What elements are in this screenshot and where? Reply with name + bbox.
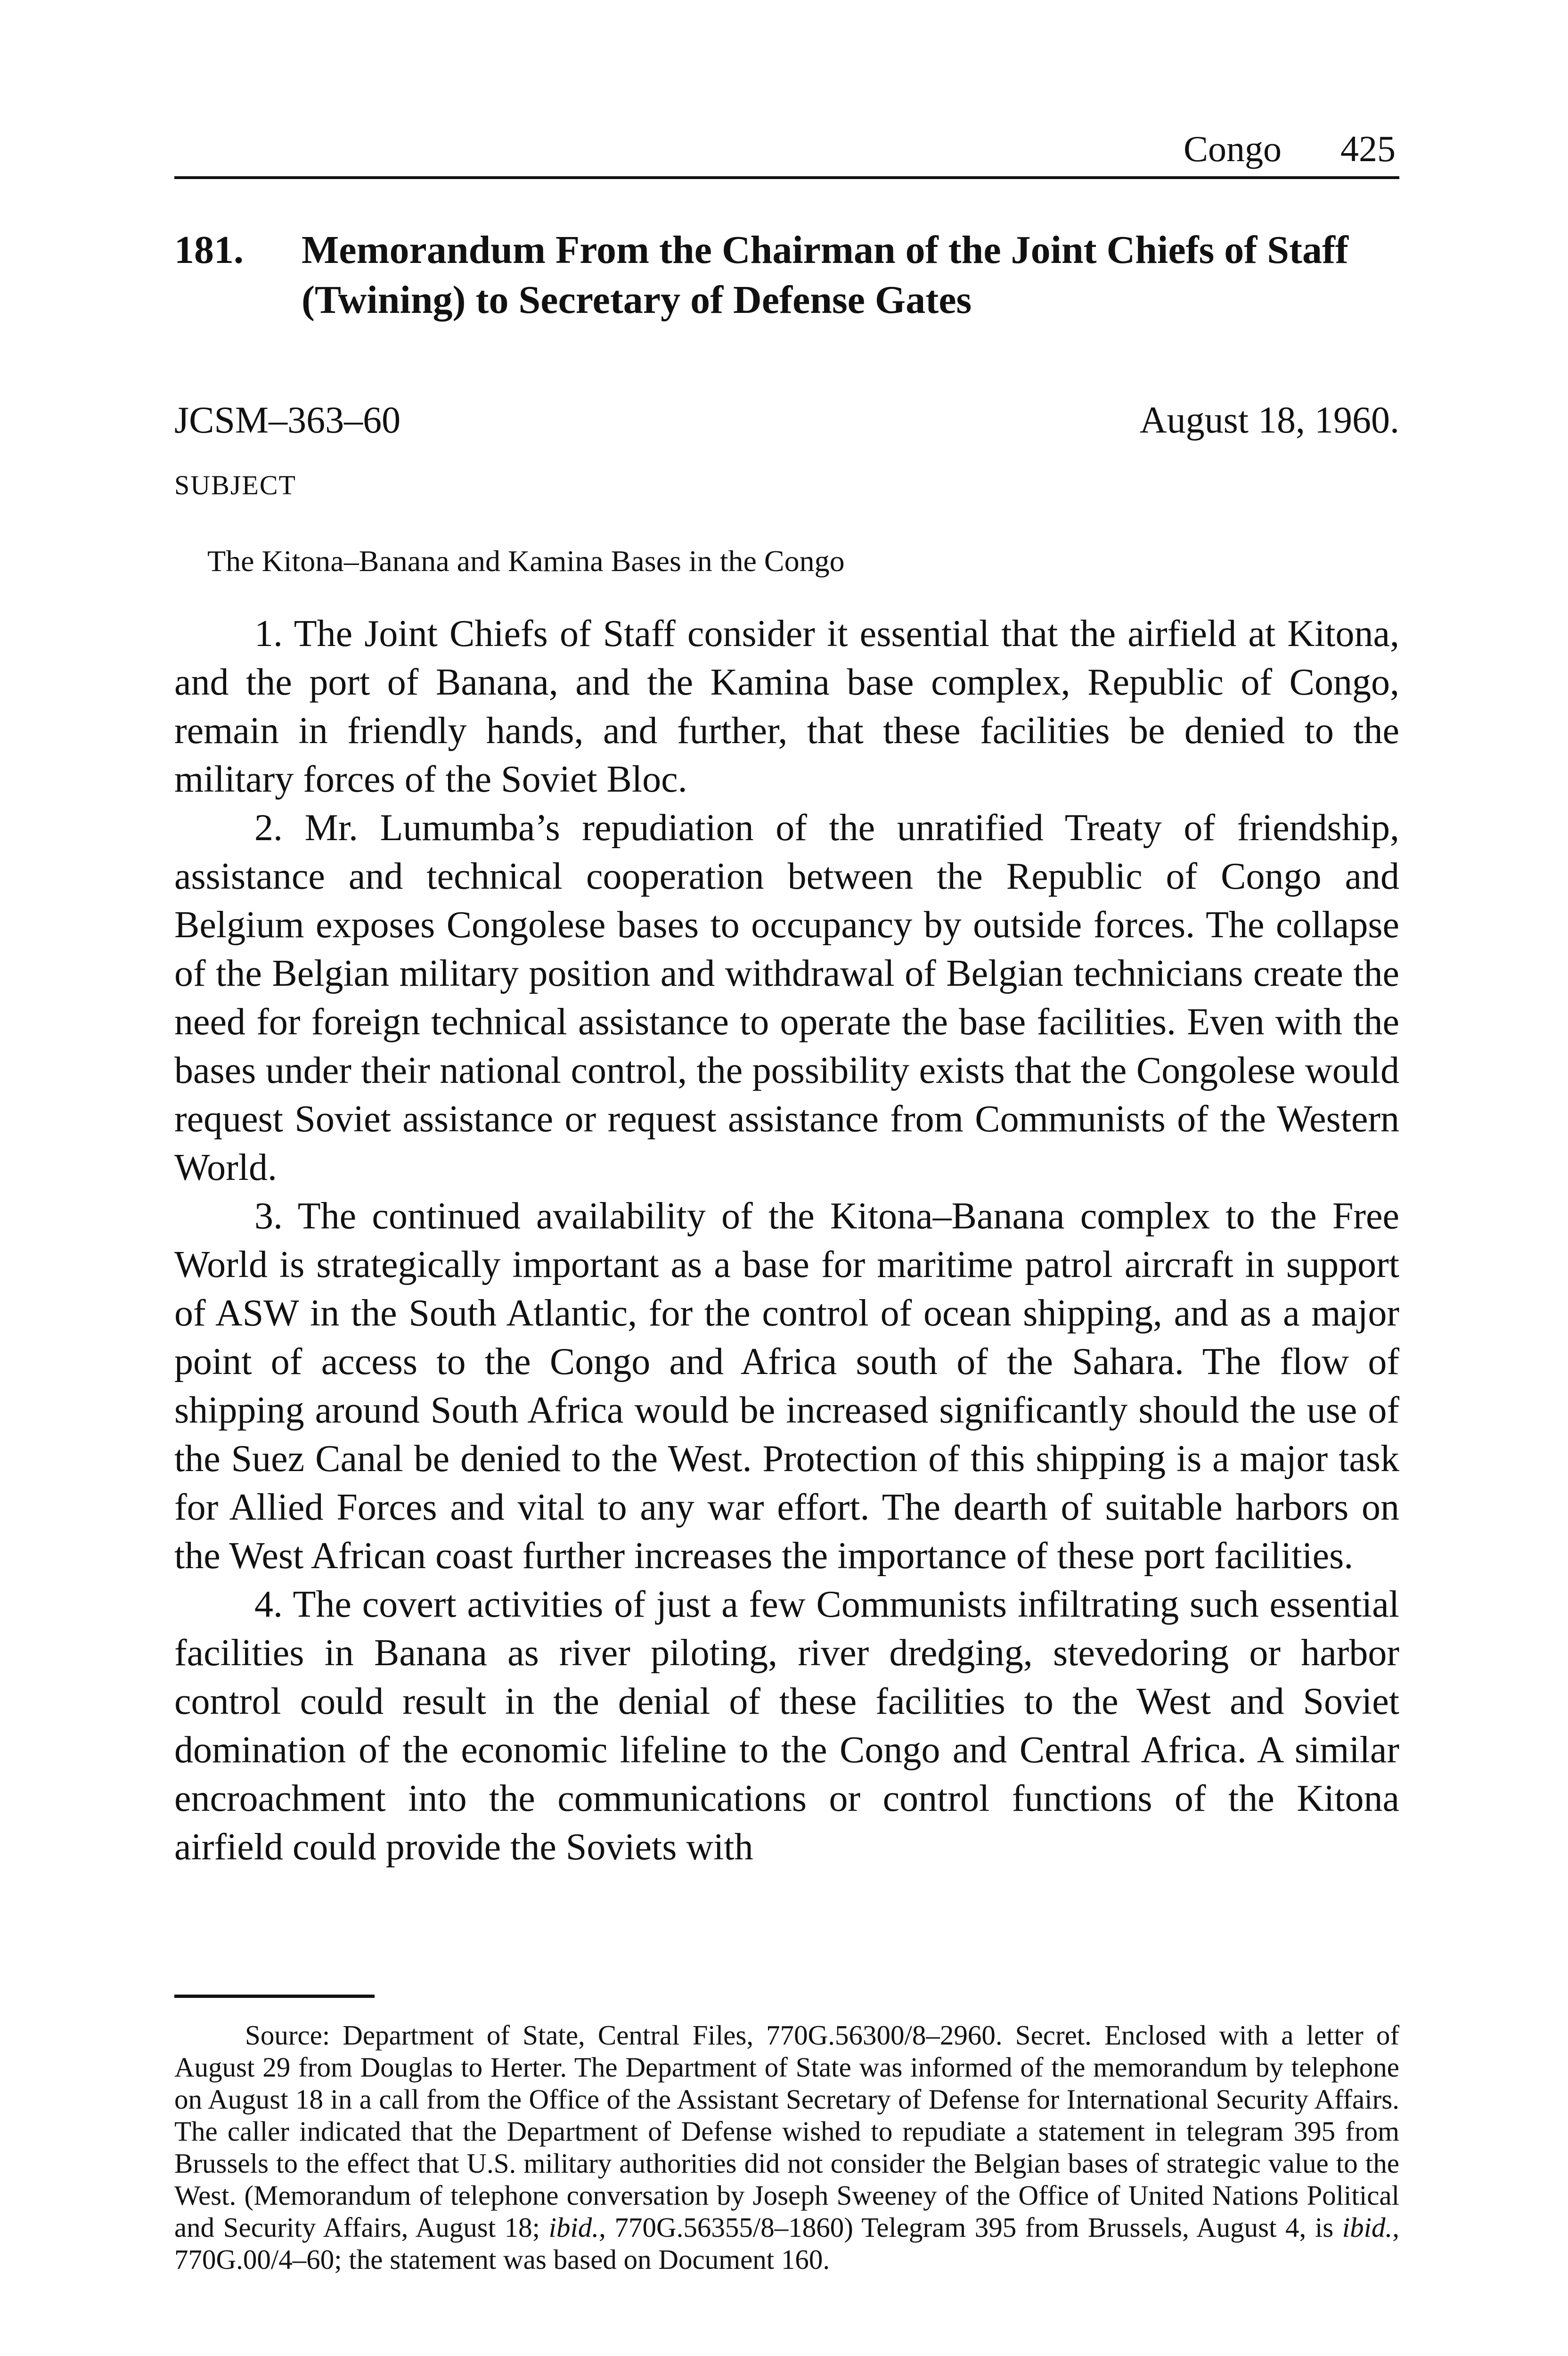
footnote-divider <box>174 1995 375 1998</box>
source-footnote <box>174 2019 1399 2275</box>
document-date: August 18, 1960. <box>1139 400 1399 441</box>
footnote-text-2: , 770G.56355/8–1860) Telegram 395 from Brussels, August 4, is <box>599 2212 1342 2243</box>
paragraph-3: 3. The continued availability of the Kitona–Banana complex to the Free World is strategically important as a base for maritime patrol aircraft in support of ASW in the South Atlantic, for the control of ocean shipping, and as a major point of access to the Congo and Africa south of the Sahara. The flow of shipping around South Africa would be increased significantly should the use of the Suez Canal be denied to the West. Protection of this shipping is a major task for Allied Forces and vital to any war effort. The dearth of suitable harbors on the West African coast further increases the importance of these port facilities. <box>174 1195 1399 1577</box>
document-number: 181. <box>174 228 244 272</box>
paragraph-2: 2. Mr. Lumumba’s repudiation of the unratified Treaty of friendship, assistance and technical cooperation between the Republic of Congo and Belgium exposes Congolese bases to occupancy by outside forces. The collapse of the Belgian military position and withdrawal of Belgian technicians create the need for foreign technical assistance to operate the base facilities. Even with the bases under their national control, the possibility exists that the Congolese would request Soviet assistance or request assistance from Communists of the Western World. <box>174 807 1399 1188</box>
subject-label: SUBJECT <box>174 470 296 500</box>
footnote-ibid-1: ibid. <box>548 2212 599 2243</box>
footnote-text-3: , 770G.00/4–60; the statement was based on Document 160. <box>174 2212 1400 2275</box>
page-number: 425 <box>1340 128 1396 169</box>
document-page <box>174 0 1399 2356</box>
paragraph-4: 4. The covert activities of just a few Communists infiltrating such essential facilities in Banana as river piloting, river dredging, stevedoring or harbor control could result in the denial of these facilities to the West and Soviet domination of the economic lifeline to the Congo and Central Africa. A similar encroachment into the communications or control functions of the Kitona airfield could provide the Soviets with <box>174 1584 1399 1868</box>
footnote-ibid-2: ibid. <box>1342 2212 1393 2243</box>
paragraph-1: 1. The Joint Chiefs of Staff consider it essential that the airfield at Kitona, and the port of Banana, and the Kamina base complex, Republic of Congo, remain in friendly hands, and further, that these facilities be denied to the military forces of the Soviet Bloc. <box>174 613 1399 800</box>
document-title: Memorandum From the Chairman of the Joint Chiefs of Staff (Twining) to Secretary of Defense Gates <box>302 228 1348 322</box>
running-head <box>174 122 1399 179</box>
running-head-section: Congo <box>1183 128 1282 169</box>
document-code: JCSM–363–60 <box>174 400 401 441</box>
subject-text: The Kitona–Banana and Kamina Bases in the Congo <box>207 544 845 578</box>
footnote-text-1: Source: Department of State, Central Files, 770G.56300/8–2960. Secret. Enclosed with a letter of August 29 from Douglas to Herter. The Department of State was informed of the memorandum by telephone on August 18 in a call from the Office of the Assistant Secretary of Defense for International Security Affairs. The caller indicated that the Department of Defense wished to repudiate a statement in telegram 395 from Brussels to the effect that U.S. military authorities did not consider the Belgian bases of strategic value to the West. (Memorandum of telephone conversation by Joseph Sweeney of the Office of United Nations Political and Security Affairs, August 18; <box>174 2020 1399 2243</box>
body-text <box>174 610 1399 1872</box>
